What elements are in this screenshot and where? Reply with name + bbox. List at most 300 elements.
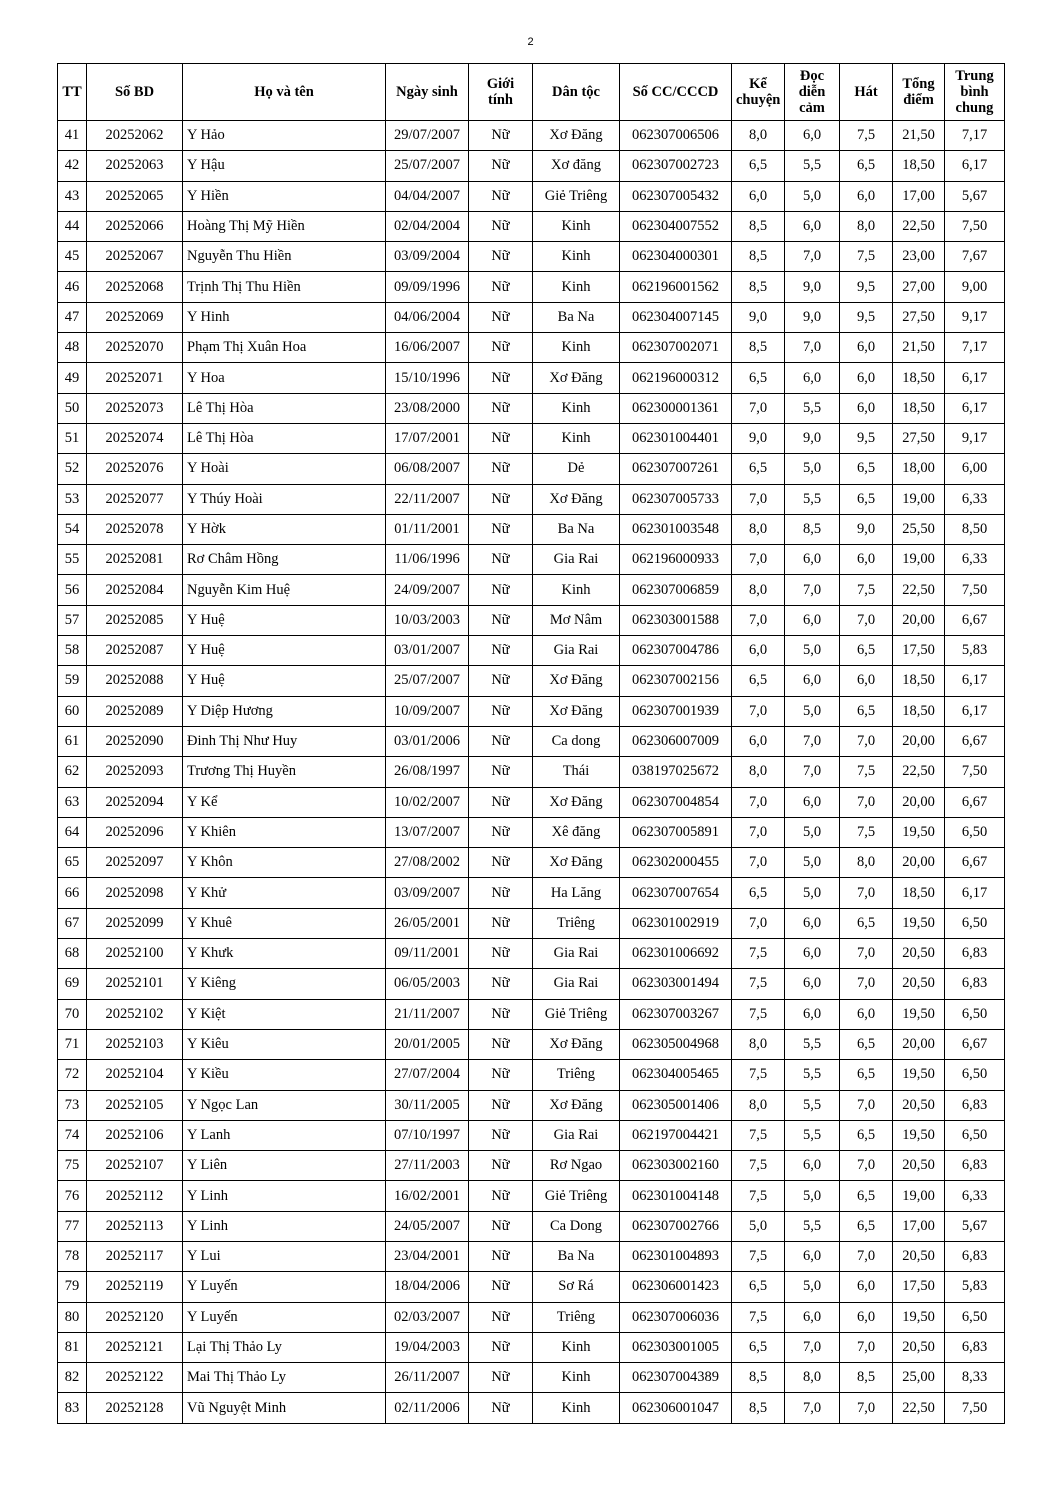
cell-dan-toc: Ha Lăng	[533, 878, 620, 908]
cell-gioi-tinh: Nữ	[469, 1363, 533, 1393]
cell-tt: 55	[58, 545, 87, 575]
cell-tt: 78	[58, 1241, 87, 1271]
cell-tong-diem: 20,50	[893, 1332, 945, 1362]
cell-tt: 54	[58, 514, 87, 544]
cell-ngay-sinh: 24/09/2007	[386, 575, 469, 605]
cell-tt: 50	[58, 393, 87, 423]
cell-trung-binh-chung: 6,83	[945, 1151, 1005, 1181]
cell-gioi-tinh: Nữ	[469, 757, 533, 787]
cell-hat: 6,5	[840, 1181, 893, 1211]
cell-ho-va-ten: Y Kể	[183, 787, 386, 817]
cell-doc-dien-cam: 7,0	[785, 757, 840, 787]
cell-trung-binh-chung: 6,67	[945, 1029, 1005, 1059]
cell-trung-binh-chung: 7,50	[945, 757, 1005, 787]
cell-ke-chuyen: 6,5	[732, 1272, 785, 1302]
cell-tong-diem: 17,50	[893, 636, 945, 666]
table-row	[58, 696, 1005, 726]
cell-gioi-tinh: Nữ	[469, 605, 533, 635]
cell-ngay-sinh: 10/02/2007	[386, 787, 469, 817]
cell-tt: 56	[58, 575, 87, 605]
cell-doc-dien-cam: 5,0	[785, 454, 840, 484]
cell-hat: 6,0	[840, 666, 893, 696]
cell-ke-chuyen: 7,5	[732, 1241, 785, 1271]
cell-tt: 43	[58, 181, 87, 211]
cell-doc-dien-cam: 5,5	[785, 1060, 840, 1090]
table-row	[58, 1332, 1005, 1362]
cell-tong-diem: 21,50	[893, 121, 945, 151]
cell-doc-dien-cam: 8,0	[785, 1363, 840, 1393]
cell-so-bd: 20252096	[87, 817, 183, 847]
header-ke-chuyen: Kể chuyện	[732, 64, 785, 121]
cell-ho-va-ten: Y Khưk	[183, 939, 386, 969]
cell-dan-toc: Giẻ Triêng	[533, 181, 620, 211]
cell-so-cccd: 062307006036	[620, 1302, 732, 1332]
cell-ngay-sinh: 27/11/2003	[386, 1151, 469, 1181]
cell-doc-dien-cam: 9,0	[785, 272, 840, 302]
cell-ke-chuyen: 9,0	[732, 302, 785, 332]
cell-ho-va-ten: Y Hiền	[183, 181, 386, 211]
cell-ho-va-ten: Y Kiêu	[183, 1029, 386, 1059]
cell-so-cccd: 062301004893	[620, 1241, 732, 1271]
table-row	[58, 1151, 1005, 1181]
cell-tt: 73	[58, 1090, 87, 1120]
cell-ho-va-ten: Y Thúy Hoài	[183, 484, 386, 514]
cell-dan-toc: Xê đăng	[533, 817, 620, 847]
cell-ngay-sinh: 25/07/2007	[386, 666, 469, 696]
table-row	[58, 1241, 1005, 1271]
cell-dan-toc: Kinh	[533, 423, 620, 453]
cell-doc-dien-cam: 7,0	[785, 242, 840, 272]
cell-hat: 6,5	[840, 636, 893, 666]
cell-doc-dien-cam: 7,0	[785, 575, 840, 605]
cell-so-cccd: 062304007145	[620, 302, 732, 332]
cell-tong-diem: 22,50	[893, 1393, 945, 1423]
cell-trung-binh-chung: 6,33	[945, 545, 1005, 575]
cell-so-bd: 20252078	[87, 514, 183, 544]
cell-gioi-tinh: Nữ	[469, 1332, 533, 1362]
cell-so-bd: 20252122	[87, 1363, 183, 1393]
cell-hat: 6,5	[840, 1060, 893, 1090]
cell-doc-dien-cam: 5,5	[785, 393, 840, 423]
cell-tt: 61	[58, 726, 87, 756]
cell-gioi-tinh: Nữ	[469, 787, 533, 817]
cell-tt: 52	[58, 454, 87, 484]
cell-trung-binh-chung: 6,00	[945, 454, 1005, 484]
cell-tt: 60	[58, 696, 87, 726]
table-row	[58, 999, 1005, 1029]
cell-tt: 66	[58, 878, 87, 908]
cell-tt: 81	[58, 1332, 87, 1362]
cell-doc-dien-cam: 6,0	[785, 1241, 840, 1271]
cell-trung-binh-chung: 6,50	[945, 1120, 1005, 1150]
cell-so-cccd: 062300001361	[620, 393, 732, 423]
cell-hat: 6,5	[840, 1120, 893, 1150]
cell-so-cccd: 062303001005	[620, 1332, 732, 1362]
cell-tong-diem: 20,50	[893, 1090, 945, 1120]
cell-gioi-tinh: Nữ	[469, 1241, 533, 1271]
cell-tong-diem: 19,50	[893, 817, 945, 847]
cell-dan-toc: Gia Rai	[533, 969, 620, 999]
cell-so-cccd: 062307005733	[620, 484, 732, 514]
cell-trung-binh-chung: 7,50	[945, 575, 1005, 605]
cell-so-bd: 20252089	[87, 696, 183, 726]
cell-hat: 6,5	[840, 1029, 893, 1059]
table-row	[58, 757, 1005, 787]
cell-trung-binh-chung: 6,83	[945, 969, 1005, 999]
cell-gioi-tinh: Nữ	[469, 726, 533, 756]
cell-doc-dien-cam: 8,5	[785, 514, 840, 544]
cell-so-cccd: 062301002919	[620, 908, 732, 938]
cell-tong-diem: 27,50	[893, 423, 945, 453]
cell-hat: 6,0	[840, 363, 893, 393]
cell-ke-chuyen: 7,5	[732, 1181, 785, 1211]
cell-ngay-sinh: 09/11/2001	[386, 939, 469, 969]
cell-tong-diem: 25,50	[893, 514, 945, 544]
cell-ngay-sinh: 27/07/2004	[386, 1060, 469, 1090]
cell-ho-va-ten: Y Kiều	[183, 1060, 386, 1090]
table-row	[58, 1181, 1005, 1211]
cell-doc-dien-cam: 5,5	[785, 1211, 840, 1241]
cell-tong-diem: 18,50	[893, 878, 945, 908]
cell-tong-diem: 18,50	[893, 363, 945, 393]
cell-so-bd: 20252088	[87, 666, 183, 696]
cell-hat: 6,0	[840, 393, 893, 423]
cell-ngay-sinh: 25/07/2007	[386, 151, 469, 181]
cell-doc-dien-cam: 5,5	[785, 484, 840, 514]
cell-ho-va-ten: Y Diệp Hương	[183, 696, 386, 726]
cell-ngay-sinh: 18/04/2006	[386, 1272, 469, 1302]
cell-dan-toc: Kinh	[533, 272, 620, 302]
table-row	[58, 726, 1005, 756]
header-tong-diem: Tổng điểm	[893, 64, 945, 121]
header-so-bd: Số BD	[87, 64, 183, 121]
cell-gioi-tinh: Nữ	[469, 1029, 533, 1059]
cell-dan-toc: Xơ Đăng	[533, 696, 620, 726]
cell-ke-chuyen: 7,0	[732, 545, 785, 575]
cell-dan-toc: Gia Rai	[533, 1120, 620, 1150]
cell-tong-diem: 19,00	[893, 545, 945, 575]
cell-doc-dien-cam: 5,0	[785, 848, 840, 878]
page-number: 2	[527, 36, 534, 48]
cell-gioi-tinh: Nữ	[469, 1393, 533, 1423]
cell-ke-chuyen: 7,0	[732, 817, 785, 847]
cell-ngay-sinh: 02/11/2006	[386, 1393, 469, 1423]
cell-trung-binh-chung: 6,83	[945, 939, 1005, 969]
cell-so-bd: 20252117	[87, 1241, 183, 1271]
cell-doc-dien-cam: 5,5	[785, 1120, 840, 1150]
table-row	[58, 363, 1005, 393]
cell-trung-binh-chung: 8,50	[945, 514, 1005, 544]
cell-so-cccd: 062306001047	[620, 1393, 732, 1423]
cell-ke-chuyen: 6,5	[732, 151, 785, 181]
cell-ho-va-ten: Vũ Nguyệt Minh	[183, 1393, 386, 1423]
cell-gioi-tinh: Nữ	[469, 363, 533, 393]
cell-tt: 63	[58, 787, 87, 817]
cell-so-bd: 20252085	[87, 605, 183, 635]
cell-trung-binh-chung: 6,33	[945, 484, 1005, 514]
cell-trung-binh-chung: 6,17	[945, 878, 1005, 908]
cell-dan-toc: Thái	[533, 757, 620, 787]
cell-doc-dien-cam: 9,0	[785, 423, 840, 453]
cell-ke-chuyen: 8,5	[732, 1363, 785, 1393]
cell-doc-dien-cam: 6,0	[785, 211, 840, 241]
cell-trung-binh-chung: 6,50	[945, 999, 1005, 1029]
cell-gioi-tinh: Nữ	[469, 454, 533, 484]
cell-so-bd: 20252076	[87, 454, 183, 484]
cell-ngay-sinh: 02/03/2007	[386, 1302, 469, 1332]
cell-so-cccd: 062303002160	[620, 1151, 732, 1181]
cell-tong-diem: 18,50	[893, 666, 945, 696]
cell-tt: 42	[58, 151, 87, 181]
cell-trung-binh-chung: 6,17	[945, 151, 1005, 181]
cell-so-bd: 20252065	[87, 181, 183, 211]
cell-trung-binh-chung: 6,50	[945, 908, 1005, 938]
table-row	[58, 636, 1005, 666]
cell-tong-diem: 17,00	[893, 1211, 945, 1241]
cell-ho-va-ten: Trịnh Thị Thu Hiền	[183, 272, 386, 302]
cell-ngay-sinh: 03/09/2004	[386, 242, 469, 272]
cell-hat: 6,5	[840, 484, 893, 514]
cell-gioi-tinh: Nữ	[469, 393, 533, 423]
cell-ho-va-ten: Rơ Châm Hồng	[183, 545, 386, 575]
cell-tt: 74	[58, 1120, 87, 1150]
cell-so-cccd: 062303001494	[620, 969, 732, 999]
cell-so-cccd: 062301006692	[620, 939, 732, 969]
cell-gioi-tinh: Nữ	[469, 1272, 533, 1302]
cell-dan-toc: Kinh	[533, 575, 620, 605]
table-row	[58, 302, 1005, 332]
cell-hat: 8,5	[840, 1363, 893, 1393]
table-row	[58, 1302, 1005, 1332]
cell-so-bd: 20252087	[87, 636, 183, 666]
cell-ho-va-ten: Y Hoa	[183, 363, 386, 393]
header-so-cccd: Số CC/CCCD	[620, 64, 732, 121]
cell-so-cccd: 038197025672	[620, 757, 732, 787]
cell-so-cccd: 062307004389	[620, 1363, 732, 1393]
cell-so-bd: 20252121	[87, 1332, 183, 1362]
cell-ke-chuyen: 5,0	[732, 1211, 785, 1241]
cell-trung-binh-chung: 6,17	[945, 666, 1005, 696]
cell-tong-diem: 22,50	[893, 575, 945, 605]
cell-gioi-tinh: Nữ	[469, 999, 533, 1029]
cell-so-cccd: 062304007552	[620, 211, 732, 241]
cell-ho-va-ten: Y Lui	[183, 1241, 386, 1271]
cell-trung-binh-chung: 9,17	[945, 423, 1005, 453]
cell-trung-binh-chung: 7,50	[945, 211, 1005, 241]
cell-dan-toc: Gia Rai	[533, 636, 620, 666]
cell-so-cccd: 062307003267	[620, 999, 732, 1029]
cell-so-cccd: 062301004401	[620, 423, 732, 453]
cell-gioi-tinh: Nữ	[469, 666, 533, 696]
cell-doc-dien-cam: 5,0	[785, 696, 840, 726]
cell-dan-toc: Ba Na	[533, 514, 620, 544]
cell-ho-va-ten: Y Kiệt	[183, 999, 386, 1029]
cell-so-bd: 20252119	[87, 1272, 183, 1302]
cell-so-cccd: 062301004148	[620, 1181, 732, 1211]
cell-ho-va-ten: Y Linh	[183, 1181, 386, 1211]
cell-gioi-tinh: Nữ	[469, 484, 533, 514]
cell-ngay-sinh: 03/01/2007	[386, 636, 469, 666]
cell-ke-chuyen: 8,5	[732, 272, 785, 302]
cell-dan-toc: Gia Rai	[533, 939, 620, 969]
cell-gioi-tinh: Nữ	[469, 1211, 533, 1241]
table-row	[58, 878, 1005, 908]
cell-doc-dien-cam: 7,0	[785, 333, 840, 363]
cell-tt: 75	[58, 1151, 87, 1181]
cell-so-bd: 20252101	[87, 969, 183, 999]
cell-tt: 76	[58, 1181, 87, 1211]
cell-gioi-tinh: Nữ	[469, 939, 533, 969]
cell-tt: 65	[58, 848, 87, 878]
cell-trung-binh-chung: 6,83	[945, 1241, 1005, 1271]
cell-ho-va-ten: Phạm Thị Xuân Hoa	[183, 333, 386, 363]
cell-gioi-tinh: Nữ	[469, 1120, 533, 1150]
cell-hat: 7,5	[840, 817, 893, 847]
cell-ho-va-ten: Lê Thị Hòa	[183, 423, 386, 453]
table-row	[58, 1060, 1005, 1090]
cell-ho-va-ten: Y Khuê	[183, 908, 386, 938]
cell-tong-diem: 17,00	[893, 181, 945, 211]
cell-dan-toc: Ca dong	[533, 726, 620, 756]
cell-dan-toc: Triêng	[533, 1060, 620, 1090]
cell-ho-va-ten: Y Khử	[183, 878, 386, 908]
cell-dan-toc: Gia Rai	[533, 545, 620, 575]
cell-tt: 82	[58, 1363, 87, 1393]
cell-gioi-tinh: Nữ	[469, 333, 533, 363]
cell-dan-toc: Kinh	[533, 333, 620, 363]
cell-ngay-sinh: 27/08/2002	[386, 848, 469, 878]
cell-tong-diem: 27,00	[893, 272, 945, 302]
cell-tt: 64	[58, 817, 87, 847]
cell-so-cccd: 062307002071	[620, 333, 732, 363]
cell-doc-dien-cam: 6,0	[785, 999, 840, 1029]
table-row	[58, 514, 1005, 544]
cell-so-cccd: 062196000933	[620, 545, 732, 575]
cell-tt: 71	[58, 1029, 87, 1059]
cell-gioi-tinh: Nữ	[469, 817, 533, 847]
cell-hat: 8,0	[840, 211, 893, 241]
cell-so-bd: 20252081	[87, 545, 183, 575]
cell-trung-binh-chung: 7,17	[945, 121, 1005, 151]
cell-hat: 7,0	[840, 1090, 893, 1120]
cell-ke-chuyen: 7,5	[732, 1151, 785, 1181]
cell-hat: 6,0	[840, 1272, 893, 1302]
cell-doc-dien-cam: 5,0	[785, 1181, 840, 1211]
cell-tong-diem: 20,00	[893, 848, 945, 878]
cell-hat: 7,0	[840, 1393, 893, 1423]
cell-tong-diem: 21,50	[893, 333, 945, 363]
cell-so-bd: 20252069	[87, 302, 183, 332]
cell-trung-binh-chung: 6,83	[945, 1090, 1005, 1120]
cell-dan-toc: Giẻ Triêng	[533, 1181, 620, 1211]
cell-tt: 69	[58, 969, 87, 999]
table-row	[58, 242, 1005, 272]
cell-dan-toc: Triêng	[533, 908, 620, 938]
cell-ngay-sinh: 03/09/2007	[386, 878, 469, 908]
cell-so-bd: 20252062	[87, 121, 183, 151]
cell-ho-va-ten: Y Kiêng	[183, 969, 386, 999]
cell-gioi-tinh: Nữ	[469, 545, 533, 575]
cell-tt: 53	[58, 484, 87, 514]
cell-tong-diem: 18,50	[893, 151, 945, 181]
cell-ngay-sinh: 16/02/2001	[386, 1181, 469, 1211]
header-tt: TT	[58, 64, 87, 121]
cell-ho-va-ten: Y Khiên	[183, 817, 386, 847]
cell-ho-va-ten: Y Hinh	[183, 302, 386, 332]
cell-doc-dien-cam: 7,0	[785, 726, 840, 756]
cell-so-cccd: 062307006859	[620, 575, 732, 605]
cell-doc-dien-cam: 6,0	[785, 545, 840, 575]
results-table	[57, 63, 1005, 1424]
cell-ke-chuyen: 8,0	[732, 121, 785, 151]
cell-ngay-sinh: 06/08/2007	[386, 454, 469, 484]
cell-ke-chuyen: 6,0	[732, 636, 785, 666]
cell-ngay-sinh: 04/06/2004	[386, 302, 469, 332]
table-row	[58, 211, 1005, 241]
cell-tt: 58	[58, 636, 87, 666]
cell-gioi-tinh: Nữ	[469, 969, 533, 999]
cell-dan-toc: Ba Na	[533, 302, 620, 332]
cell-so-bd: 20252112	[87, 1181, 183, 1211]
cell-ke-chuyen: 7,0	[732, 484, 785, 514]
header-gioi-tinh: Giới tính	[469, 64, 533, 121]
cell-hat: 6,0	[840, 333, 893, 363]
cell-so-bd: 20252068	[87, 272, 183, 302]
cell-so-cccd: 062305004968	[620, 1029, 732, 1059]
cell-so-bd: 20252104	[87, 1060, 183, 1090]
cell-tong-diem: 19,50	[893, 1120, 945, 1150]
cell-dan-toc: Xơ Đăng	[533, 787, 620, 817]
cell-ho-va-ten: Trương Thị Huyền	[183, 757, 386, 787]
cell-ho-va-ten: Y Luyến	[183, 1272, 386, 1302]
cell-so-bd: 20252103	[87, 1029, 183, 1059]
cell-ke-chuyen: 7,5	[732, 969, 785, 999]
cell-dan-toc: Xơ Đăng	[533, 484, 620, 514]
cell-ho-va-ten: Lê Thị Hòa	[183, 393, 386, 423]
header-doc-dien-cam: Đọc diễn cảm	[785, 64, 840, 121]
cell-ho-va-ten: Y Huệ	[183, 666, 386, 696]
cell-ke-chuyen: 8,5	[732, 211, 785, 241]
cell-ke-chuyen: 8,5	[732, 1393, 785, 1423]
cell-gioi-tinh: Nữ	[469, 908, 533, 938]
cell-trung-binh-chung: 9,00	[945, 272, 1005, 302]
cell-ho-va-ten: Y Ngọc Lan	[183, 1090, 386, 1120]
cell-dan-toc: Triêng	[533, 1302, 620, 1332]
cell-so-bd: 20252073	[87, 393, 183, 423]
cell-dan-toc: Xơ đăng	[533, 151, 620, 181]
cell-dan-toc: Giẻ Triêng	[533, 999, 620, 1029]
cell-ke-chuyen: 7,0	[732, 393, 785, 423]
cell-so-bd: 20252067	[87, 242, 183, 272]
cell-ngay-sinh: 02/04/2004	[386, 211, 469, 241]
cell-ngay-sinh: 09/09/1996	[386, 272, 469, 302]
cell-ngay-sinh: 19/04/2003	[386, 1332, 469, 1362]
cell-dan-toc: Dẻ	[533, 454, 620, 484]
cell-trung-binh-chung: 6,33	[945, 1181, 1005, 1211]
cell-ho-va-ten: Y Hậu	[183, 151, 386, 181]
cell-dan-toc: Xơ Đăng	[533, 1090, 620, 1120]
cell-ho-va-ten: Y Huệ	[183, 605, 386, 635]
cell-ke-chuyen: 9,0	[732, 423, 785, 453]
cell-tong-diem: 20,00	[893, 726, 945, 756]
cell-ngay-sinh: 03/01/2006	[386, 726, 469, 756]
cell-ke-chuyen: 7,5	[732, 1060, 785, 1090]
cell-ke-chuyen: 8,0	[732, 1029, 785, 1059]
cell-ngay-sinh: 21/11/2007	[386, 999, 469, 1029]
cell-gioi-tinh: Nữ	[469, 878, 533, 908]
cell-tt: 79	[58, 1272, 87, 1302]
cell-dan-toc: Kinh	[533, 393, 620, 423]
